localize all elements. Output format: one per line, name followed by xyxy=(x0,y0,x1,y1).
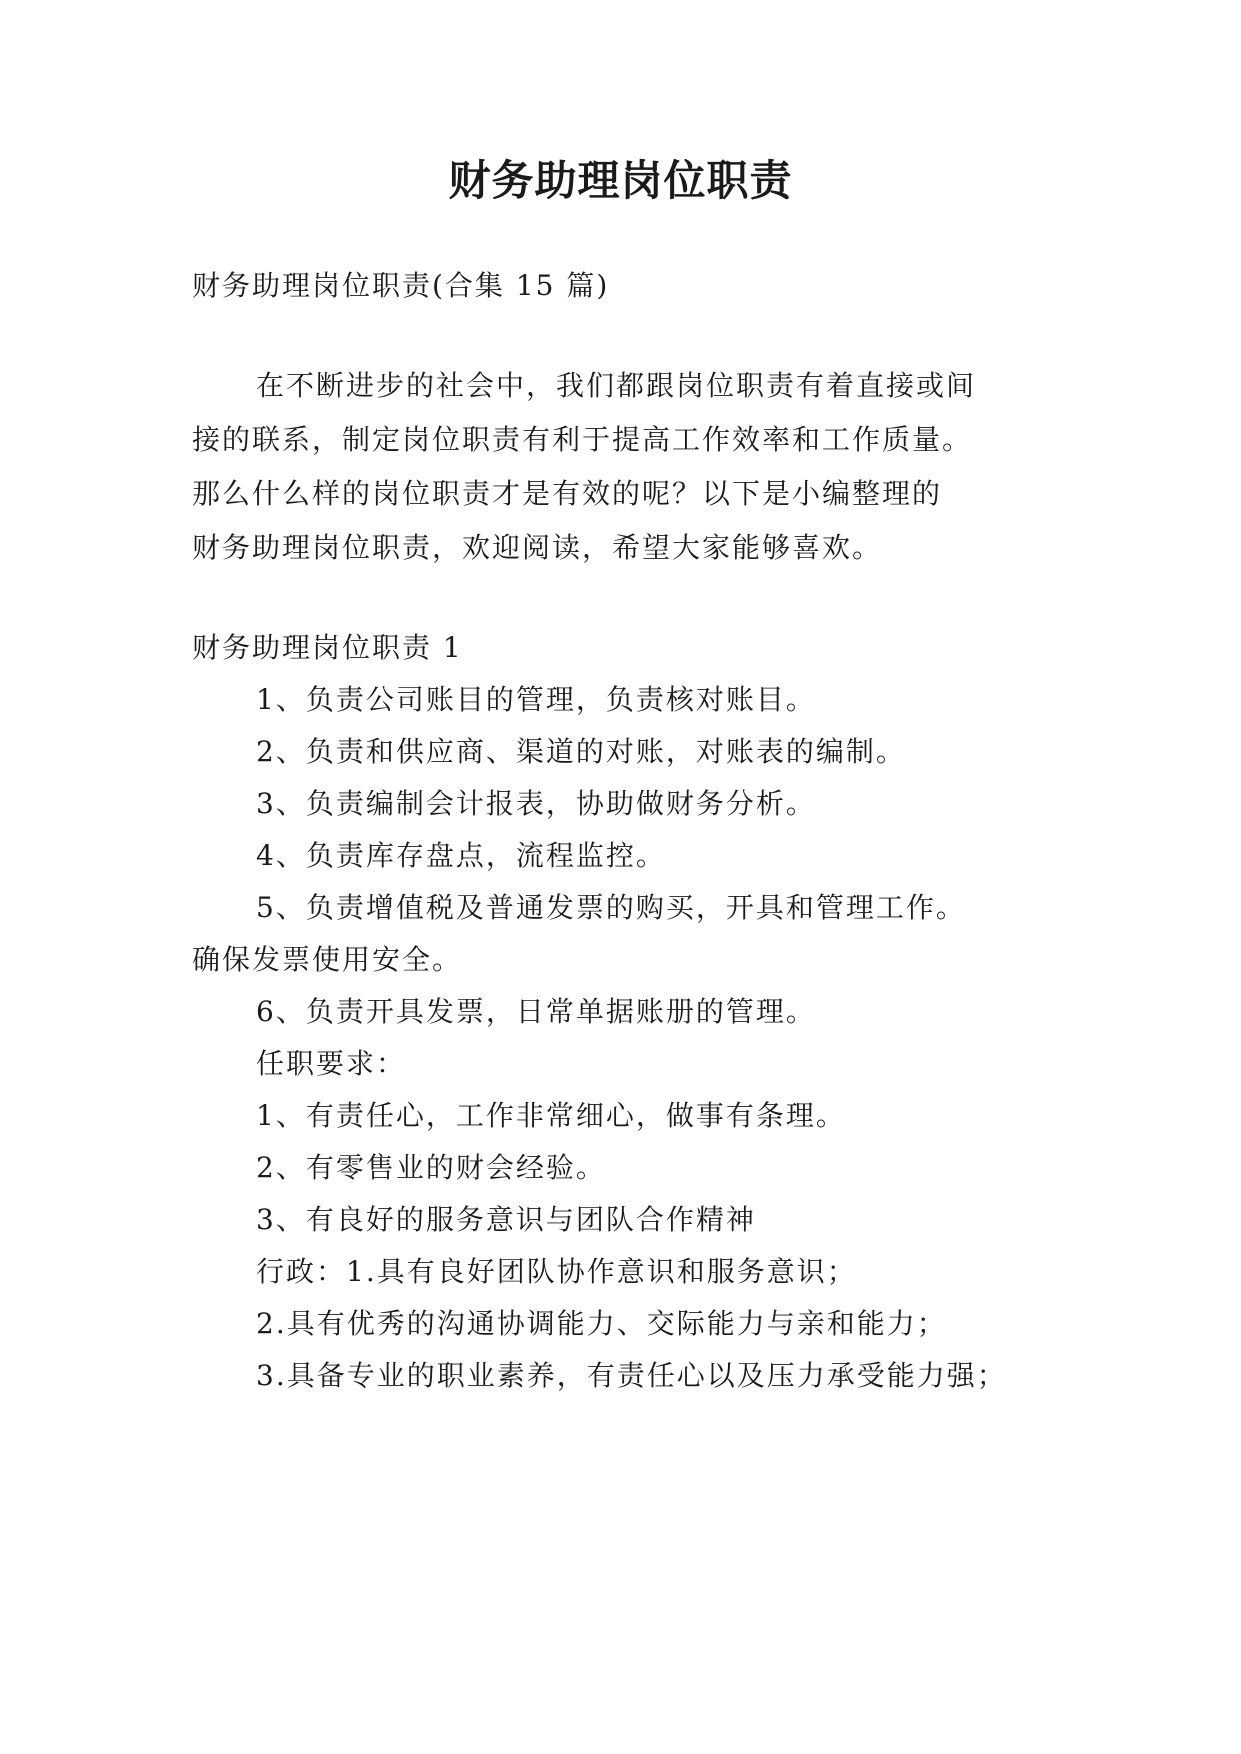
duty-line-4: 4、负责库存盘点，流程监控。 xyxy=(256,839,666,872)
admin-line-1: 行政：1.具有良好团队协作意识和服务意识； xyxy=(256,1255,857,1288)
document-title: 财务助理岗位职责 xyxy=(448,156,793,205)
intro-line-2: 接的联系，制定岗位职责有利于提高工作效率和工作质量。 xyxy=(192,423,973,456)
document-subtitle: 财务助理岗位职责(合集 15 篇) xyxy=(192,269,610,302)
duty-line-5-continued: 确保发票使用安全。 xyxy=(192,943,463,976)
intro-line-3: 那么什么样的岗位职责才是有效的呢？以下是小编整理的 xyxy=(192,477,943,510)
requirements-heading: 任职要求： xyxy=(256,1047,407,1080)
admin-line-2: 2.具有优秀的沟通协调能力、交际能力与亲和能力； xyxy=(256,1307,947,1340)
requirement-line-2: 2、有零售业的财会经验。 xyxy=(256,1151,606,1184)
requirement-line-1: 1、有责任心，工作非常细心，做事有条理。 xyxy=(256,1099,846,1132)
duty-line-3: 3、负责编制会计报表，协助做财务分析。 xyxy=(256,787,816,820)
duty-line-2: 2、负责和供应商、渠道的对账，对账表的编制。 xyxy=(256,735,906,768)
duty-line-1: 1、负责公司账目的管理，负责核对账目。 xyxy=(256,683,816,716)
intro-line-1: 在不断进步的社会中，我们都跟岗位职责有着直接或间 xyxy=(256,369,977,402)
intro-line-4: 财务助理岗位职责，欢迎阅读，希望大家能够喜欢。 xyxy=(192,531,883,564)
section-heading: 财务助理岗位职责 1 xyxy=(192,631,463,664)
requirement-line-3: 3、有良好的服务意识与团队合作精神 xyxy=(256,1203,756,1236)
duty-line-6: 6、负责开具发票，日常单据账册的管理。 xyxy=(256,995,816,1028)
admin-line-3: 3.具备专业的职业素养，有责任心以及压力承受能力强； xyxy=(256,1359,1007,1392)
duty-line-5: 5、负责增值税及普通发票的购买，开具和管理工作。 xyxy=(256,891,966,924)
